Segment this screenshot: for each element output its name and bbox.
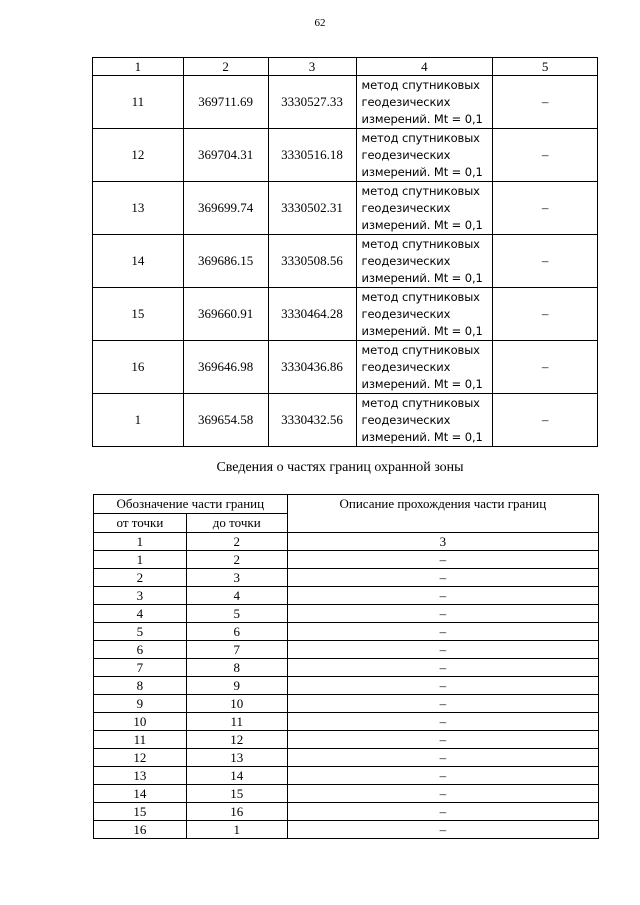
note-cell: –	[493, 129, 598, 182]
description-cell: –	[287, 821, 598, 839]
from-point-cell: 7	[94, 659, 187, 677]
point-cell: 14	[93, 235, 184, 288]
to-point-cell: 5	[186, 605, 287, 623]
description-header: Описание прохождения части границ	[287, 495, 598, 533]
table-row	[94, 713, 599, 731]
from-point-cell: 13	[94, 767, 187, 785]
method-line: измерений. Mt = 0,1	[361, 270, 483, 285]
point-cell: 13	[93, 182, 184, 235]
table-row	[93, 394, 598, 447]
x-coordinate-cell: 369704.31	[183, 129, 268, 182]
note-cell: –	[493, 182, 598, 235]
to-point-cell: 3	[186, 569, 287, 587]
to-point-cell: 14	[186, 767, 287, 785]
from-point-cell: 6	[94, 641, 187, 659]
coordinates-table	[92, 57, 598, 447]
table-row	[94, 641, 599, 659]
method-line: метод спутниковых	[361, 289, 480, 304]
description-cell: –	[287, 677, 598, 695]
method-cell	[356, 288, 493, 341]
table-row	[94, 551, 599, 569]
to-point-cell: 11	[186, 713, 287, 731]
note-cell: –	[493, 76, 598, 129]
boundary-parts-table	[93, 494, 599, 839]
description-cell: –	[287, 623, 598, 641]
to-point-cell: 15	[186, 785, 287, 803]
method-line: метод спутниковых	[361, 77, 480, 92]
description-cell: –	[287, 785, 598, 803]
method-line: измерений. Mt = 0,1	[361, 429, 483, 444]
description-cell: –	[287, 659, 598, 677]
from-point-cell: 2	[94, 569, 187, 587]
y-coordinate-cell: 3330432.56	[268, 394, 356, 447]
y-coordinate-cell: 3330502.31	[268, 182, 356, 235]
column-number: 2	[183, 58, 268, 76]
description-cell: –	[287, 695, 598, 713]
method-cell	[356, 182, 493, 235]
table-row	[93, 129, 598, 182]
to-point-cell: 7	[186, 641, 287, 659]
description-cell: –	[287, 731, 598, 749]
to-point-cell: 9	[186, 677, 287, 695]
column-number: 2	[186, 533, 287, 551]
description-cell: –	[287, 713, 598, 731]
x-coordinate-cell: 369711.69	[183, 76, 268, 129]
from-point-cell: 1	[94, 551, 187, 569]
description-cell: –	[287, 605, 598, 623]
description-cell: –	[287, 551, 598, 569]
table-row	[94, 605, 599, 623]
column-number: 1	[94, 533, 187, 551]
column-number: 3	[268, 58, 356, 76]
method-cell	[356, 235, 493, 288]
y-coordinate-cell: 3330527.33	[268, 76, 356, 129]
method-line: геодезических	[361, 306, 451, 321]
note-cell: –	[493, 341, 598, 394]
from-point-cell: 12	[94, 749, 187, 767]
note-cell: –	[493, 288, 598, 341]
column-number: 3	[287, 533, 598, 551]
table-row	[94, 677, 599, 695]
table-row	[94, 803, 599, 821]
x-coordinate-cell: 369646.98	[183, 341, 268, 394]
column-number: 4	[356, 58, 493, 76]
method-line: измерений. Mt = 0,1	[361, 164, 483, 179]
from-point-cell: 9	[94, 695, 187, 713]
table-row	[94, 767, 599, 785]
method-cell	[356, 76, 493, 129]
method-line: геодезических	[361, 412, 451, 427]
from-point-cell: 3	[94, 587, 187, 605]
to-point-cell: 1	[186, 821, 287, 839]
method-line: измерений. Mt = 0,1	[361, 111, 483, 126]
table-row	[94, 731, 599, 749]
description-cell: –	[287, 749, 598, 767]
page-number: 62	[314, 17, 326, 29]
y-coordinate-cell: 3330508.56	[268, 235, 356, 288]
y-coordinate-cell: 3330464.28	[268, 288, 356, 341]
description-cell: –	[287, 767, 598, 785]
to-point-cell: 12	[186, 731, 287, 749]
to-point-cell: 4	[186, 587, 287, 605]
description-cell: –	[287, 569, 598, 587]
column-number: 1	[93, 58, 184, 76]
to-point-header: до точки	[186, 514, 287, 533]
point-cell: 1	[93, 394, 184, 447]
to-point-cell: 13	[186, 749, 287, 767]
x-coordinate-cell: 369699.74	[183, 182, 268, 235]
from-point-cell: 15	[94, 803, 187, 821]
method-line: геодезических	[361, 94, 451, 109]
method-line: измерений. Mt = 0,1	[361, 376, 483, 391]
point-cell: 11	[93, 76, 184, 129]
to-point-cell: 8	[186, 659, 287, 677]
group-header: Обозначение части границ	[94, 495, 288, 514]
from-point-header: от точки	[94, 514, 187, 533]
table-header-row	[93, 58, 598, 76]
table-row	[94, 569, 599, 587]
x-coordinate-cell: 369660.91	[183, 288, 268, 341]
table-row	[93, 76, 598, 129]
from-point-cell: 14	[94, 785, 187, 803]
to-point-cell: 6	[186, 623, 287, 641]
table-row	[93, 288, 598, 341]
x-coordinate-cell: 369654.58	[183, 394, 268, 447]
section-title: Сведения о частях границ охранной зоны	[216, 460, 464, 475]
note-cell: –	[493, 235, 598, 288]
table-row	[93, 341, 598, 394]
table-row	[93, 235, 598, 288]
table-row	[94, 695, 599, 713]
method-line: измерений. Mt = 0,1	[361, 323, 483, 338]
method-cell	[356, 394, 493, 447]
to-point-cell: 10	[186, 695, 287, 713]
table-row	[94, 587, 599, 605]
method-cell	[356, 129, 493, 182]
point-cell: 15	[93, 288, 184, 341]
table-row	[94, 659, 599, 677]
from-point-cell: 4	[94, 605, 187, 623]
column-number: 5	[493, 58, 598, 76]
table-row	[93, 182, 598, 235]
from-point-cell: 5	[94, 623, 187, 641]
to-point-cell: 2	[186, 551, 287, 569]
y-coordinate-cell: 3330516.18	[268, 129, 356, 182]
from-point-cell: 8	[94, 677, 187, 695]
method-cell	[356, 341, 493, 394]
method-line: геодезических	[361, 147, 451, 162]
method-line: метод спутниковых	[361, 236, 480, 251]
method-line: измерений. Mt = 0,1	[361, 217, 483, 232]
x-coordinate-cell: 369686.15	[183, 235, 268, 288]
table-row	[94, 785, 599, 803]
from-point-cell: 10	[94, 713, 187, 731]
description-cell: –	[287, 587, 598, 605]
method-line: метод спутниковых	[361, 342, 480, 357]
description-cell: –	[287, 641, 598, 659]
description-cell: –	[287, 803, 598, 821]
point-cell: 16	[93, 341, 184, 394]
method-line: геодезических	[361, 253, 451, 268]
method-line: метод спутниковых	[361, 130, 480, 145]
y-coordinate-cell: 3330436.86	[268, 341, 356, 394]
from-point-cell: 16	[94, 821, 187, 839]
point-cell: 12	[93, 129, 184, 182]
from-point-cell: 11	[94, 731, 187, 749]
column-numbers-row	[94, 533, 599, 551]
table-header-row	[94, 495, 599, 514]
to-point-cell: 16	[186, 803, 287, 821]
method-line: метод спутниковых	[361, 395, 480, 410]
method-line: геодезических	[361, 359, 451, 374]
note-cell: –	[493, 394, 598, 447]
method-line: геодезических	[361, 200, 451, 215]
table-row	[94, 623, 599, 641]
table-row	[94, 821, 599, 839]
table-row	[94, 749, 599, 767]
method-line: метод спутниковых	[361, 183, 480, 198]
